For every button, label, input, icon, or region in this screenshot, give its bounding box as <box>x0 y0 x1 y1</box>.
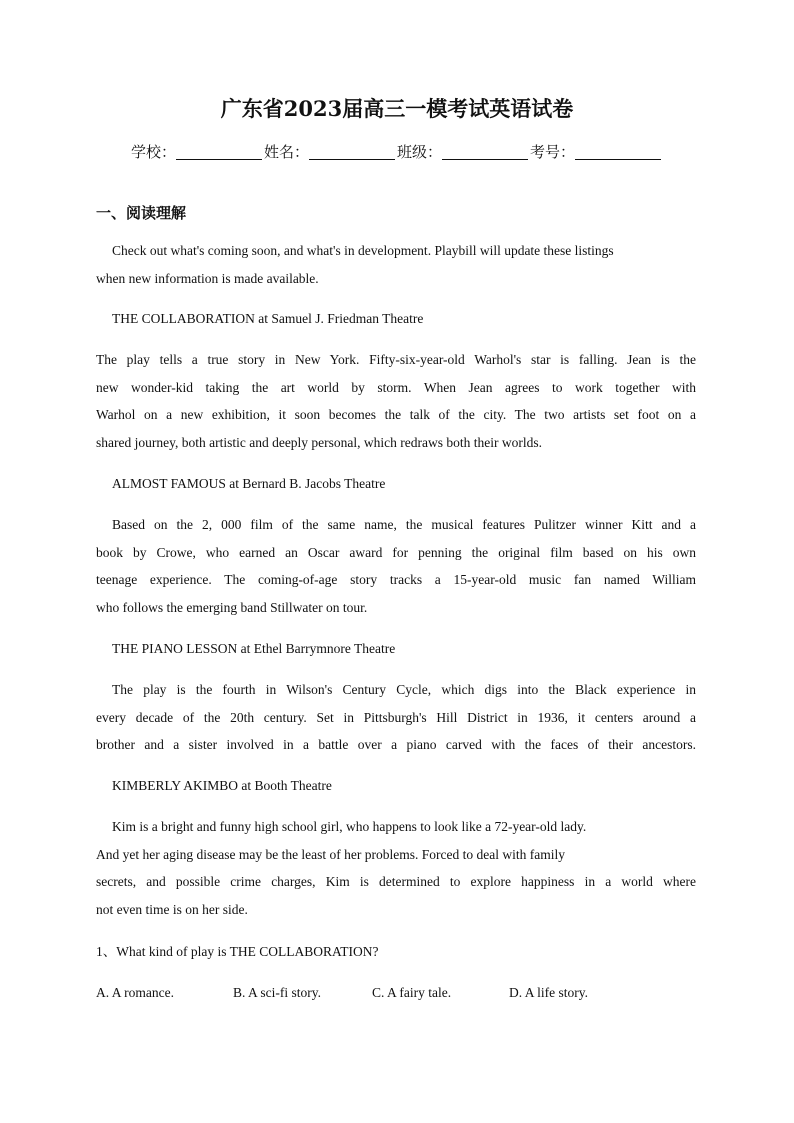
option-d[interactable]: D. A life story. <box>509 985 588 1000</box>
description-line: Warhol on a new exhibition, it soon becomes the talk of the city. The two artists set foot on a <box>96 407 696 423</box>
class-label: 班级： <box>397 143 443 161</box>
description-line: secrets, and possible crime charges, Kim is determined to explore happiness in a world where <box>96 874 696 890</box>
play-heading: KIMBERLY AKIMBO at Booth Theatre <box>112 778 332 793</box>
play-heading: ALMOST FAMOUS at Bernard B. Jacobs Theatre <box>112 476 386 491</box>
description-line: every decade of the 20th century. Set in Pittsburgh's Hill District in 1936, it centers around a <box>96 709 696 725</box>
option-b[interactable]: B. A sci-fi story. <box>233 985 322 1000</box>
play-description <box>96 813 696 923</box>
description-line: brother and a sister involved in a battle over a piano carved with the faces of their ancestors. <box>96 737 696 753</box>
student-info-row <box>0 141 794 162</box>
school-label: 学校： <box>130 143 176 161</box>
name-blank[interactable] <box>309 143 395 160</box>
option-c[interactable]: C. A fairy tale. <box>372 985 452 1000</box>
intro-line: Check out what's coming soon, and what's in development. Playbill will update these listings <box>112 243 614 258</box>
play-heading: THE COLLABORATION at Samuel J. Friedman Theatre <box>112 311 424 326</box>
description-line: And yet her aging disease may be the least of her problems. Forced to deal with family <box>96 846 565 862</box>
school-blank[interactable] <box>176 143 262 160</box>
description-line: not even time is on her side. <box>96 901 248 917</box>
description-line: new wonder-kid taking the art world by storm. When Jean agrees to work together with <box>96 379 696 395</box>
class-blank[interactable] <box>442 143 528 160</box>
description-line: book by Crowe, who earned an Oscar award for penning the original film based on his own <box>96 544 696 560</box>
play-description <box>96 511 696 621</box>
description-line: who follows the emerging band Stillwater on tour. <box>96 599 368 615</box>
play-description <box>96 676 696 759</box>
description-line: teenage experience. The coming-of-age story tracks a 15-year-old music fan named William <box>96 572 696 588</box>
name-label: 姓名： <box>263 143 309 161</box>
id-blank[interactable] <box>575 143 661 160</box>
description-line: shared journey, both artistic and deeply personal, which redraws both their worlds. <box>96 434 543 450</box>
answer-options <box>96 985 696 1001</box>
id-label: 考号： <box>530 143 576 161</box>
page-title: 广东省2023届高三一模考试英语试卷 <box>220 96 574 121</box>
section-title: 一、阅读理解 <box>96 204 187 222</box>
description-line: The play tells a true story in New York. Fifty-six-year-old Warhol's star is falling. Jean is the <box>96 352 696 367</box>
description-line: Based on the 2, 000 film of the same name, the musical features Pulitzer winner Kitt and a <box>112 517 696 532</box>
play-heading: THE PIANO LESSON at Ethel Barrymnore Theatre <box>112 641 396 656</box>
description-line: The play is the fourth in Wilson's Century Cycle, which digs into the Black experience in <box>112 682 696 697</box>
description-line: Kim is a bright and funny high school girl, who happens to look like a 72-year-old lady. <box>112 819 587 834</box>
play-description <box>96 346 696 456</box>
option-a[interactable]: A. A romance. <box>96 985 174 1000</box>
intro-line: when new information is made available. <box>96 270 319 286</box>
intro-paragraph <box>96 237 696 292</box>
question-stem: 1、What kind of play is THE COLLABORATION? <box>96 944 379 959</box>
